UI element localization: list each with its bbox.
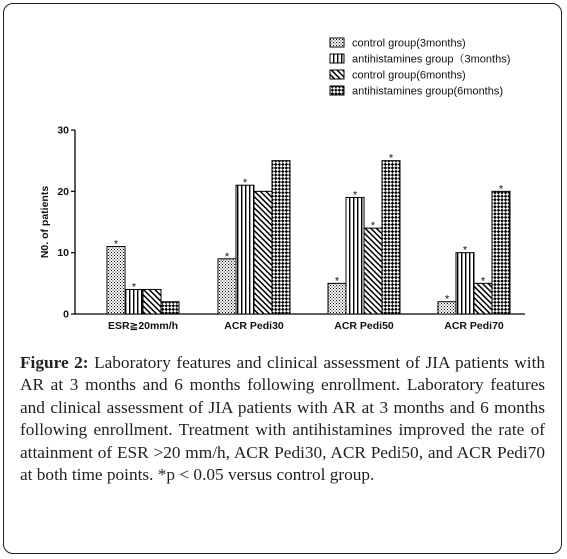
- significance-marker: *: [462, 244, 468, 257]
- bar: [346, 197, 364, 314]
- chart-bars: [107, 153, 510, 332]
- x-tick-label: ACR Pedi50: [334, 320, 394, 332]
- legend-label: antihistamines group(6months): [352, 85, 504, 98]
- legend-swatch: [330, 54, 344, 63]
- x-tick-label: ACR Pedi70: [444, 320, 504, 332]
- significance-marker: *: [444, 293, 450, 306]
- bar: [328, 283, 346, 314]
- bar: [143, 289, 161, 314]
- legend-label: control group(3months): [352, 37, 466, 50]
- significance-marker: *: [388, 152, 394, 165]
- y-tick-label: 20: [57, 185, 69, 198]
- significance-marker: *: [498, 183, 504, 196]
- bar: [382, 161, 400, 314]
- significance-marker: *: [131, 281, 137, 294]
- bar: [107, 247, 125, 314]
- bar: [236, 185, 254, 314]
- bar: [254, 191, 272, 314]
- y-axis-label: N0. of patients: [39, 185, 51, 259]
- bar: [272, 161, 290, 314]
- x-tick-label: ACR Pedi30: [224, 320, 284, 332]
- significance-marker: *: [242, 177, 248, 190]
- bar: [364, 228, 382, 314]
- significance-marker: *: [334, 275, 340, 288]
- legend-swatch: [330, 38, 344, 47]
- chart-legend: [330, 38, 510, 98]
- legend-swatch: [330, 70, 344, 79]
- significance-marker: *: [480, 275, 486, 288]
- legend-label: control group(6months): [352, 69, 466, 82]
- bar: [492, 191, 510, 314]
- figure-caption: [20, 352, 545, 486]
- figure-label: Figure 2:: [20, 353, 89, 372]
- significance-marker: *: [224, 250, 230, 263]
- significance-marker: *: [352, 189, 358, 202]
- x-tick-label: ESR≧20mm/h: [107, 320, 179, 332]
- significance-marker: *: [113, 238, 119, 251]
- legend-swatch: [330, 86, 344, 95]
- y-tick-label: 30: [57, 124, 69, 137]
- figure-caption-text: Laboratory features and clinical assessment of JIA patients with AR at 3 months and 6 months following enrollment. Laboratory features and clinical assessment of JIA patients with AR at 3 months and 6 months following enrollment. Treatment with antihistamines improved the rate of attainment of ESR >20 mm/h, ACR Pedi30, ACR Pedi50, and ACR Pedi70 at both time points. *p < 0.05 versus control group.: [20, 353, 546, 485]
- bar: [161, 302, 179, 314]
- bar: [218, 259, 236, 314]
- y-tick-label: 10: [57, 247, 69, 260]
- significance-marker: *: [370, 220, 376, 233]
- legend-label: antihistamines group（3months): [352, 53, 511, 66]
- bar: [456, 253, 474, 314]
- bar: [474, 283, 492, 314]
- y-tick-label: 0: [63, 308, 69, 321]
